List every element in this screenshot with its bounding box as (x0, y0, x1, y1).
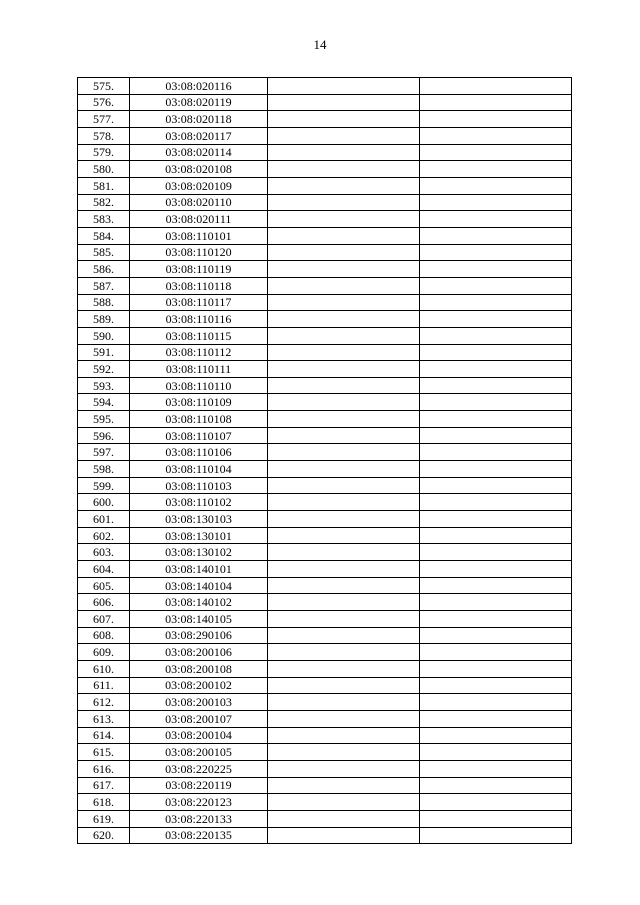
empty-cell-col4 (420, 227, 572, 244)
table-row (78, 810, 572, 827)
table-row (78, 244, 572, 261)
row-number-cell: 599. (78, 477, 130, 494)
table-row (78, 644, 572, 661)
empty-cell-col3 (268, 477, 420, 494)
table-row (78, 660, 572, 677)
empty-cell-col3 (268, 277, 420, 294)
row-number-cell: 601. (78, 511, 130, 528)
empty-cell-col4 (420, 277, 572, 294)
empty-cell-col4 (420, 161, 572, 178)
empty-cell-col4 (420, 727, 572, 744)
empty-cell-col4 (420, 94, 572, 111)
empty-cell-col3 (268, 627, 420, 644)
cadastral-code-cell: 03:08:110108 (130, 411, 268, 428)
empty-cell-col3 (268, 444, 420, 461)
empty-cell-col4 (420, 311, 572, 328)
cadastral-code-cell: 03:08:020111 (130, 211, 268, 228)
table-row (78, 494, 572, 511)
empty-cell-col3 (268, 344, 420, 361)
empty-cell-col4 (420, 644, 572, 661)
table-row (78, 211, 572, 228)
cadastral-code-cell: 03:08:110115 (130, 327, 268, 344)
cadastral-code-cell: 03:08:200107 (130, 710, 268, 727)
cadastral-code-cell: 03:08:130103 (130, 511, 268, 528)
cadastral-code-cell: 03:08:130102 (130, 544, 268, 561)
row-number-cell: 617. (78, 777, 130, 794)
cadastral-code-cell: 03:08:110119 (130, 261, 268, 278)
table-row (78, 561, 572, 578)
empty-cell-col4 (420, 577, 572, 594)
table-row (78, 277, 572, 294)
table-row (78, 344, 572, 361)
empty-cell-col3 (268, 194, 420, 211)
page-number: 14 (313, 37, 327, 52)
empty-cell-col4 (420, 344, 572, 361)
empty-cell-col3 (268, 211, 420, 228)
empty-cell-col3 (268, 660, 420, 677)
table-row (78, 527, 572, 544)
empty-cell-col4 (420, 677, 572, 694)
cadastral-code-cell: 03:08:020114 (130, 144, 268, 161)
cadastral-code-cell: 03:08:130101 (130, 527, 268, 544)
empty-cell-col3 (268, 261, 420, 278)
table-row (78, 144, 572, 161)
empty-cell-col4 (420, 127, 572, 144)
empty-cell-col3 (268, 311, 420, 328)
empty-cell-col4 (420, 660, 572, 677)
empty-cell-col3 (268, 777, 420, 794)
empty-cell-col3 (268, 694, 420, 711)
table-row (78, 511, 572, 528)
table-row (78, 377, 572, 394)
cadastral-code-cell: 03:08:020109 (130, 177, 268, 194)
row-number-cell: 615. (78, 744, 130, 761)
row-number-cell: 603. (78, 544, 130, 561)
table-row (78, 427, 572, 444)
table-row (78, 411, 572, 428)
row-number-cell: 583. (78, 211, 130, 228)
cadastral-code-cell: 03:08:020116 (130, 78, 268, 95)
empty-cell-col4 (420, 810, 572, 827)
row-number-cell: 589. (78, 311, 130, 328)
empty-cell-col4 (420, 361, 572, 378)
cadastral-code-cell: 03:08:110116 (130, 311, 268, 328)
cadastral-code-cell: 03:08:110117 (130, 294, 268, 311)
row-number-cell: 597. (78, 444, 130, 461)
row-number-cell: 595. (78, 411, 130, 428)
row-number-cell: 579. (78, 144, 130, 161)
row-number-cell: 612. (78, 694, 130, 711)
empty-cell-col4 (420, 244, 572, 261)
table-row (78, 611, 572, 628)
cadastral-code-cell: 03:08:110103 (130, 477, 268, 494)
empty-cell-col4 (420, 211, 572, 228)
cadastral-code-cell: 03:08:110106 (130, 444, 268, 461)
empty-cell-col3 (268, 827, 420, 844)
row-number-cell: 591. (78, 344, 130, 361)
row-number-cell: 585. (78, 244, 130, 261)
empty-cell-col3 (268, 244, 420, 261)
row-number-cell: 598. (78, 461, 130, 478)
table-row (78, 777, 572, 794)
row-number-cell: 614. (78, 727, 130, 744)
empty-cell-col3 (268, 411, 420, 428)
row-number-cell: 580. (78, 161, 130, 178)
table-row (78, 744, 572, 761)
cadastral-code-cell: 03:08:110104 (130, 461, 268, 478)
empty-cell-col3 (268, 794, 420, 811)
cadastral-code-cell: 03:08:110112 (130, 344, 268, 361)
empty-cell-col4 (420, 144, 572, 161)
empty-cell-col3 (268, 527, 420, 544)
empty-cell-col3 (268, 511, 420, 528)
table-row (78, 827, 572, 844)
table-row (78, 477, 572, 494)
empty-cell-col4 (420, 327, 572, 344)
row-number-cell: 607. (78, 611, 130, 628)
empty-cell-col3 (268, 427, 420, 444)
empty-cell-col4 (420, 177, 572, 194)
cadastral-code-cell: 03:08:220133 (130, 810, 268, 827)
empty-cell-col4 (420, 760, 572, 777)
row-number-cell: 586. (78, 261, 130, 278)
empty-cell-col4 (420, 411, 572, 428)
row-number-cell: 619. (78, 810, 130, 827)
empty-cell-col3 (268, 611, 420, 628)
empty-cell-col3 (268, 677, 420, 694)
table-row (78, 394, 572, 411)
empty-cell-col4 (420, 611, 572, 628)
table-row (78, 177, 572, 194)
row-number-cell: 593. (78, 377, 130, 394)
empty-cell-col3 (268, 177, 420, 194)
cadastral-code-cell: 03:08:200104 (130, 727, 268, 744)
empty-cell-col4 (420, 377, 572, 394)
row-number-cell: 605. (78, 577, 130, 594)
empty-cell-col3 (268, 494, 420, 511)
empty-cell-col3 (268, 161, 420, 178)
empty-cell-col3 (268, 760, 420, 777)
row-number-cell: 620. (78, 827, 130, 844)
empty-cell-col4 (420, 527, 572, 544)
empty-cell-col4 (420, 444, 572, 461)
cadastral-code-cell: 03:08:200102 (130, 677, 268, 694)
empty-cell-col3 (268, 544, 420, 561)
cadastral-code-cell: 03:08:140102 (130, 594, 268, 611)
row-number-cell: 606. (78, 594, 130, 611)
table-row (78, 461, 572, 478)
row-number-cell: 616. (78, 760, 130, 777)
row-number-cell: 575. (78, 78, 130, 95)
row-number-cell: 604. (78, 561, 130, 578)
empty-cell-col4 (420, 494, 572, 511)
cadastral-code-cell: 03:08:200103 (130, 694, 268, 711)
row-number-cell: 600. (78, 494, 130, 511)
empty-cell-col4 (420, 561, 572, 578)
cadastral-code-cell: 03:08:020110 (130, 194, 268, 211)
empty-cell-col4 (420, 827, 572, 844)
empty-cell-col3 (268, 94, 420, 111)
empty-cell-col4 (420, 427, 572, 444)
table-row (78, 444, 572, 461)
empty-cell-col3 (268, 127, 420, 144)
row-number-cell: 594. (78, 394, 130, 411)
table-row (78, 727, 572, 744)
cadastral-code-cell: 03:08:110110 (130, 377, 268, 394)
cadastral-code-cell: 03:08:020118 (130, 111, 268, 128)
row-number-cell: 602. (78, 527, 130, 544)
empty-cell-col3 (268, 377, 420, 394)
empty-cell-col4 (420, 694, 572, 711)
table-row (78, 261, 572, 278)
empty-cell-col3 (268, 744, 420, 761)
empty-cell-col4 (420, 777, 572, 794)
cadastral-code-cell: 03:08:110102 (130, 494, 268, 511)
cadastral-code-cell: 03:08:020108 (130, 161, 268, 178)
empty-cell-col4 (420, 744, 572, 761)
table-row (78, 677, 572, 694)
empty-cell-col4 (420, 627, 572, 644)
row-number-cell: 588. (78, 294, 130, 311)
cadastral-code-cell: 03:08:110111 (130, 361, 268, 378)
cadastral-code-cell: 03:08:110101 (130, 227, 268, 244)
row-number-cell: 618. (78, 794, 130, 811)
row-number-cell: 581. (78, 177, 130, 194)
row-number-cell: 578. (78, 127, 130, 144)
empty-cell-col3 (268, 577, 420, 594)
row-number-cell: 596. (78, 427, 130, 444)
row-number-cell: 582. (78, 194, 130, 211)
cadastral-code-cell: 03:08:220123 (130, 794, 268, 811)
registry-table (77, 77, 572, 844)
table-row (78, 311, 572, 328)
row-number-cell: 609. (78, 644, 130, 661)
table-row (78, 760, 572, 777)
empty-cell-col4 (420, 477, 572, 494)
empty-cell-col4 (420, 794, 572, 811)
table-row (78, 794, 572, 811)
empty-cell-col3 (268, 594, 420, 611)
empty-cell-col4 (420, 461, 572, 478)
empty-cell-col4 (420, 78, 572, 95)
empty-cell-col3 (268, 327, 420, 344)
row-number-cell: 611. (78, 677, 130, 694)
empty-cell-col3 (268, 727, 420, 744)
row-number-cell: 577. (78, 111, 130, 128)
table-row (78, 111, 572, 128)
cadastral-code-cell: 03:08:140101 (130, 561, 268, 578)
empty-cell-col3 (268, 78, 420, 95)
empty-cell-col3 (268, 294, 420, 311)
empty-cell-col3 (268, 361, 420, 378)
table-row (78, 227, 572, 244)
empty-cell-col3 (268, 144, 420, 161)
cadastral-code-cell: 03:08:200105 (130, 744, 268, 761)
registry-table-body (78, 78, 572, 844)
cadastral-code-cell: 03:08:200108 (130, 660, 268, 677)
empty-cell-col4 (420, 111, 572, 128)
cadastral-code-cell: 03:08:220225 (130, 760, 268, 777)
empty-cell-col3 (268, 227, 420, 244)
empty-cell-col3 (268, 810, 420, 827)
table-row (78, 544, 572, 561)
empty-cell-col4 (420, 294, 572, 311)
row-number-cell: 592. (78, 361, 130, 378)
cadastral-code-cell: 03:08:110107 (130, 427, 268, 444)
table-row (78, 694, 572, 711)
table-row (78, 294, 572, 311)
row-number-cell: 610. (78, 660, 130, 677)
empty-cell-col3 (268, 710, 420, 727)
cadastral-code-cell: 03:08:110118 (130, 277, 268, 294)
cadastral-code-cell: 03:08:290106 (130, 627, 268, 644)
table-row (78, 577, 572, 594)
empty-cell-col3 (268, 561, 420, 578)
table-row (78, 361, 572, 378)
row-number-cell: 587. (78, 277, 130, 294)
empty-cell-col4 (420, 511, 572, 528)
table-row (78, 78, 572, 95)
table-row (78, 594, 572, 611)
row-number-cell: 576. (78, 94, 130, 111)
empty-cell-col4 (420, 194, 572, 211)
cadastral-code-cell: 03:08:140105 (130, 611, 268, 628)
cadastral-code-cell: 03:08:110120 (130, 244, 268, 261)
table-row (78, 127, 572, 144)
empty-cell-col3 (268, 644, 420, 661)
row-number-cell: 584. (78, 227, 130, 244)
cadastral-code-cell: 03:08:200106 (130, 644, 268, 661)
cadastral-code-cell: 03:08:020117 (130, 127, 268, 144)
cadastral-code-cell: 03:08:110109 (130, 394, 268, 411)
table-row (78, 627, 572, 644)
empty-cell-col4 (420, 261, 572, 278)
row-number-cell: 608. (78, 627, 130, 644)
empty-cell-col4 (420, 394, 572, 411)
table-row (78, 161, 572, 178)
cadastral-code-cell: 03:08:020119 (130, 94, 268, 111)
table-row (78, 194, 572, 211)
table-row (78, 94, 572, 111)
cadastral-code-cell: 03:08:140104 (130, 577, 268, 594)
empty-cell-col4 (420, 544, 572, 561)
empty-cell-col4 (420, 710, 572, 727)
table-row (78, 327, 572, 344)
empty-cell-col3 (268, 461, 420, 478)
cadastral-code-cell: 03:08:220119 (130, 777, 268, 794)
empty-cell-col3 (268, 394, 420, 411)
row-number-cell: 613. (78, 710, 130, 727)
table-row (78, 710, 572, 727)
empty-cell-col4 (420, 594, 572, 611)
row-number-cell: 590. (78, 327, 130, 344)
empty-cell-col3 (268, 111, 420, 128)
cadastral-code-cell: 03:08:220135 (130, 827, 268, 844)
